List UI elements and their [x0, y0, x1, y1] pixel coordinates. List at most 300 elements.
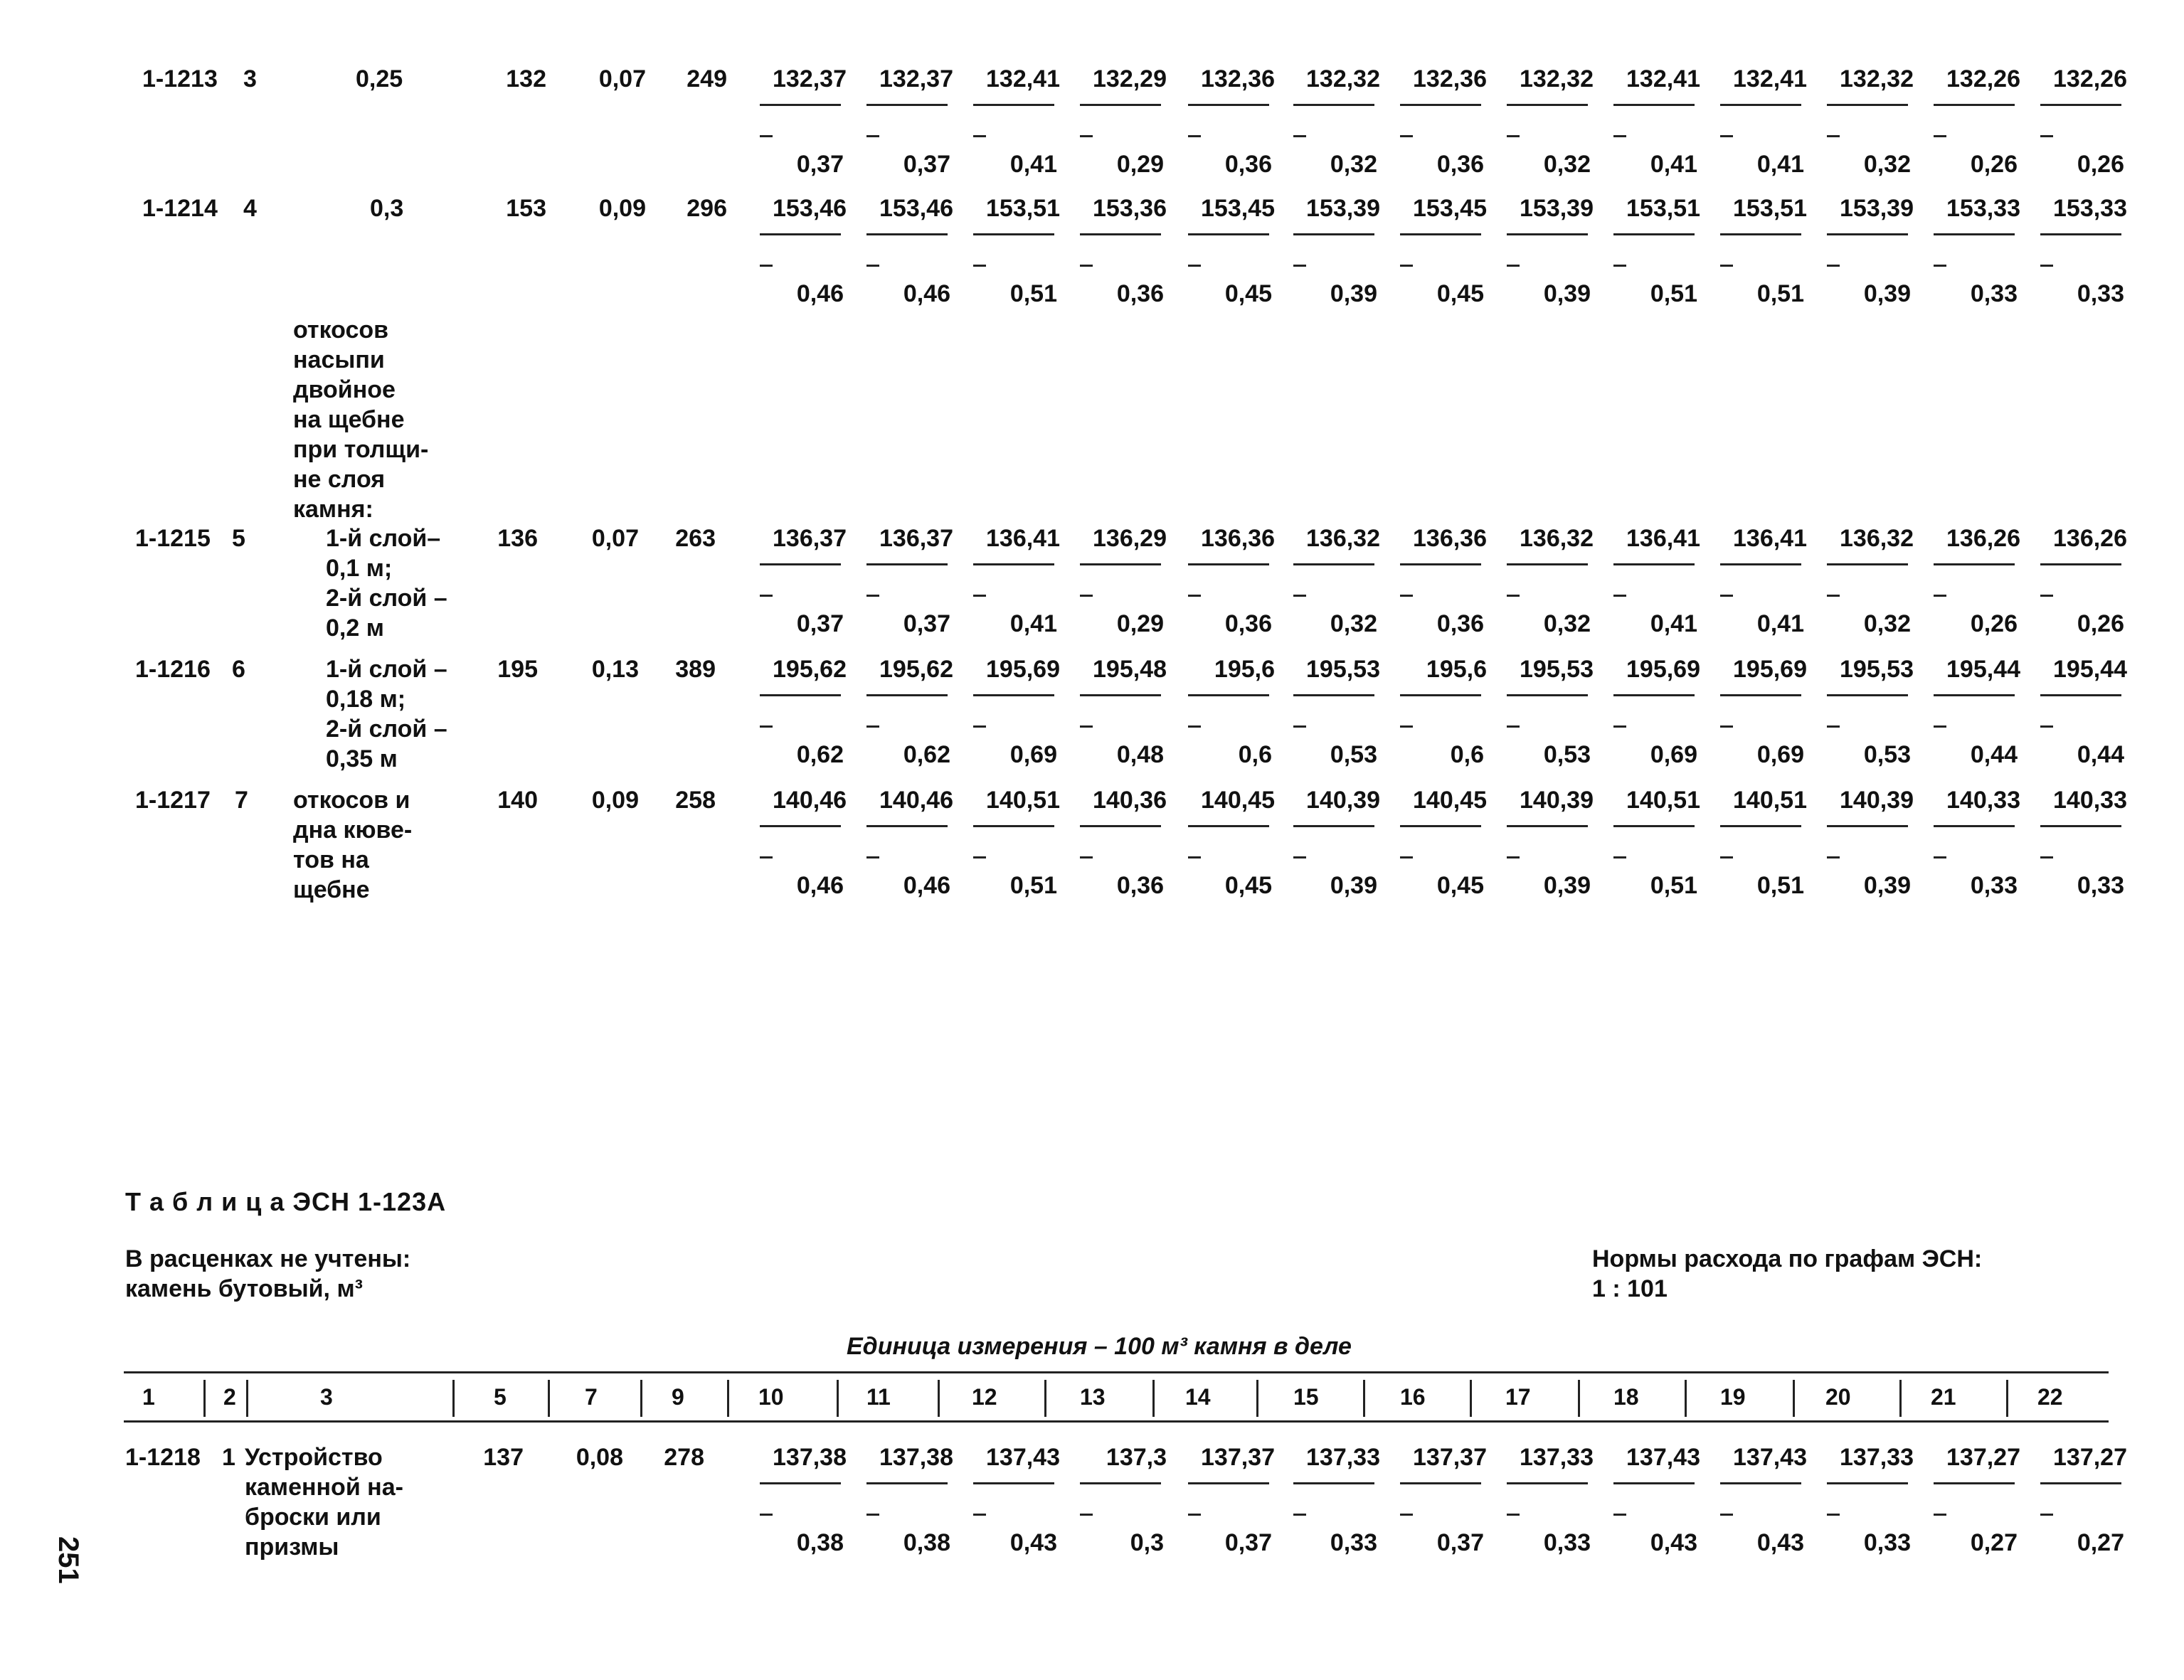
fraction-tick — [1827, 595, 1840, 597]
cell-col-9: 249 — [687, 65, 727, 92]
not-included-item: камень бутовый, м³ — [125, 1275, 363, 1302]
description-line: 0,18 м; — [326, 686, 406, 713]
fraction-tick — [760, 856, 773, 858]
column-header: 20 — [1825, 1384, 1851, 1410]
rate-code: 1-1216 — [135, 656, 211, 683]
cell-col-7: 0,09 — [598, 195, 646, 222]
fraction-bar — [1827, 825, 1908, 827]
heading-line: насыпи — [293, 346, 385, 373]
fraction-bar — [1613, 694, 1695, 696]
rate-code: 1-1215 — [135, 525, 211, 552]
fraction-bar — [1827, 694, 1908, 696]
description-line: 0,25 — [356, 65, 403, 92]
fraction-bar — [973, 825, 1054, 827]
cell-bottom-value: 0,32 — [1543, 610, 1591, 637]
cell-top-value: 136,41 — [1733, 525, 1807, 552]
header-bottom-rule — [124, 1420, 2109, 1423]
fraction-bar — [2040, 233, 2121, 235]
fraction-bar — [1507, 563, 1588, 565]
row-number: 1 — [222, 1444, 235, 1471]
cell-top-value: 140,39 — [1520, 787, 1594, 814]
column-header: 5 — [494, 1384, 507, 1410]
row-number: 5 — [232, 525, 245, 552]
fraction-bar — [973, 694, 1054, 696]
cell-col-9: 296 — [687, 195, 727, 222]
fraction-bar — [973, 233, 1054, 235]
cell-bottom-value: 0,48 — [1116, 741, 1164, 768]
cell-col-9: 263 — [675, 525, 716, 552]
cell-top-value: 195,53 — [1840, 656, 1914, 683]
cell-top-value: 137,33 — [1840, 1444, 1914, 1471]
heading-line: двойное — [293, 376, 396, 403]
cell-bottom-value: 0,39 — [1863, 872, 1911, 899]
cell-bottom-value: 0,32 — [1330, 151, 1377, 178]
fraction-tick — [973, 265, 986, 267]
cell-bottom-value: 0,36 — [1116, 872, 1164, 899]
fraction-tick — [1080, 856, 1093, 858]
description-line: 2-й слой – — [326, 716, 447, 743]
fraction-tick — [1613, 265, 1626, 267]
cell-bottom-value: 0,45 — [1436, 280, 1484, 307]
cell-top-value: 132,37 — [879, 65, 953, 92]
fraction-bar — [1188, 694, 1269, 696]
fraction-bar — [1507, 694, 1588, 696]
fraction-bar — [2040, 563, 2121, 565]
cell-bottom-value: 0,39 — [1330, 280, 1377, 307]
cell-top-value: 137,27 — [1946, 1444, 2020, 1471]
cell-top-value: 132,32 — [1306, 65, 1380, 92]
cell-top-value: 132,32 — [1520, 65, 1594, 92]
cell-bottom-value: 0,51 — [1756, 872, 1804, 899]
fraction-bar — [760, 233, 841, 235]
cell-top-value: 132,29 — [1093, 65, 1167, 92]
fraction-bar — [1720, 1482, 1801, 1484]
cell-bottom-value: 0,26 — [2077, 610, 2124, 637]
fraction-tick — [2040, 725, 2053, 728]
fraction-tick — [1400, 1514, 1413, 1516]
row-number: 7 — [235, 787, 248, 814]
fraction-tick — [1188, 135, 1201, 137]
column-separator — [452, 1380, 455, 1417]
fraction-tick — [1188, 595, 1201, 597]
cell-bottom-value: 0,51 — [1009, 872, 1057, 899]
fraction-bar — [1827, 233, 1908, 235]
fraction-tick — [1720, 1514, 1733, 1516]
fraction-tick — [1400, 265, 1413, 267]
cell-top-value: 153,39 — [1840, 195, 1914, 222]
cell-bottom-value: 0,44 — [2077, 741, 2124, 768]
fraction-tick — [2040, 1514, 2053, 1516]
fraction-tick — [1080, 135, 1093, 137]
column-header: 2 — [223, 1384, 236, 1410]
fraction-bar — [1080, 825, 1161, 827]
column-separator — [938, 1380, 940, 1417]
cell-bottom-value: 0,69 — [1009, 741, 1057, 768]
cell-top-value: 140,39 — [1306, 787, 1380, 814]
cell-bottom-value: 0,26 — [1970, 151, 2018, 178]
column-header: 22 — [2037, 1384, 2063, 1410]
cell-top-value: 195,53 — [1520, 656, 1594, 683]
column-separator — [1363, 1380, 1365, 1417]
cell-top-value: 195,62 — [879, 656, 953, 683]
cell-top-value: 136,36 — [1201, 525, 1275, 552]
cell-bottom-value: 0,6 — [1450, 741, 1484, 768]
cell-col-9: 278 — [664, 1444, 704, 1471]
fraction-tick — [1934, 135, 1946, 137]
fraction-bar — [1188, 563, 1269, 565]
cell-top-value: 153,51 — [986, 195, 1060, 222]
fraction-tick — [1720, 725, 1733, 728]
heading-line: на щебне — [293, 406, 405, 433]
cell-col-5: 140 — [497, 787, 538, 814]
cell-top-value: 140,46 — [773, 787, 847, 814]
fraction-tick — [1827, 265, 1840, 267]
cell-bottom-value: 0,69 — [1650, 741, 1697, 768]
work-description — [245, 1442, 403, 1562]
cell-bottom-value: 0,3 — [1130, 1529, 1164, 1556]
cell-bottom-value: 0,27 — [1970, 1529, 2018, 1556]
fraction-bar — [1827, 563, 1908, 565]
cell-bottom-value: 0,38 — [903, 1529, 950, 1556]
fraction-tick — [1400, 595, 1413, 597]
fraction-tick — [760, 135, 773, 137]
fraction-tick — [1188, 725, 1201, 728]
fraction-bar — [1400, 825, 1481, 827]
fraction-tick — [2040, 135, 2053, 137]
cell-top-value: 140,51 — [986, 787, 1060, 814]
fraction-bar — [1934, 563, 2015, 565]
fraction-tick — [973, 725, 986, 728]
fraction-bar — [1507, 104, 1588, 106]
cell-top-value: 132,41 — [986, 65, 1060, 92]
fraction-tick — [973, 856, 986, 858]
cell-bottom-value: 0,37 — [1436, 1529, 1484, 1556]
fraction-bar — [1080, 563, 1161, 565]
fraction-tick — [1720, 265, 1733, 267]
cell-top-value: 195,48 — [1093, 656, 1167, 683]
fraction-tick — [1507, 595, 1520, 597]
fraction-bar — [1720, 104, 1801, 106]
column-separator — [1899, 1380, 1902, 1417]
cell-top-value: 132,36 — [1201, 65, 1275, 92]
fraction-bar — [866, 694, 948, 696]
fraction-tick — [1720, 856, 1733, 858]
fraction-tick — [866, 856, 879, 858]
cell-col-7: 0,07 — [591, 525, 639, 552]
fraction-tick — [1827, 1514, 1840, 1516]
cell-bottom-value: 0,62 — [796, 741, 844, 768]
fraction-tick — [760, 725, 773, 728]
fraction-bar — [1934, 104, 2015, 106]
cell-top-value: 140,45 — [1201, 787, 1275, 814]
column-separator — [1685, 1380, 1687, 1417]
cell-top-value: 140,46 — [879, 787, 953, 814]
fraction-bar — [1827, 104, 1908, 106]
fraction-bar — [1188, 825, 1269, 827]
cell-top-value: 132,26 — [2053, 65, 2127, 92]
heading-line: камня: — [293, 496, 373, 523]
cell-bottom-value: 0,29 — [1116, 610, 1164, 637]
fraction-bar — [760, 825, 841, 827]
row-number: 4 — [243, 195, 257, 222]
cell-col-7: 0,07 — [598, 65, 646, 92]
cell-top-value: 195,69 — [986, 656, 1060, 683]
column-separator — [2006, 1380, 2008, 1417]
cell-top-value: 137,37 — [1201, 1444, 1275, 1471]
cell-bottom-value: 0,33 — [1970, 280, 2018, 307]
fraction-bar — [1080, 233, 1161, 235]
cell-bottom-value: 0,41 — [1650, 610, 1697, 637]
cell-col-7: 0,08 — [576, 1444, 623, 1471]
column-header: 7 — [585, 1384, 598, 1410]
description-line: 0,35 м — [326, 745, 398, 772]
cell-bottom-value: 0,33 — [1330, 1529, 1377, 1556]
column-header: 10 — [758, 1384, 784, 1410]
cell-bottom-value: 0,51 — [1650, 280, 1697, 307]
fraction-bar — [866, 233, 948, 235]
fraction-tick — [760, 265, 773, 267]
cell-bottom-value: 0,37 — [903, 610, 950, 637]
cell-bottom-value: 0,26 — [1970, 610, 2018, 637]
fraction-bar — [973, 1482, 1054, 1484]
fraction-bar — [1507, 825, 1588, 827]
cell-top-value: 137,3 — [1106, 1444, 1167, 1471]
cell-top-value: 132,37 — [773, 65, 847, 92]
fraction-bar — [1613, 563, 1695, 565]
column-header: 11 — [866, 1384, 891, 1410]
rate-code: 1-1214 — [142, 195, 218, 222]
cell-bottom-value: 0,33 — [1863, 1529, 1911, 1556]
heading-line: не слоя — [293, 466, 386, 493]
fraction-bar — [1188, 104, 1269, 106]
description-line: Устройство — [245, 1444, 383, 1471]
fraction-tick — [1934, 856, 1946, 858]
cell-bottom-value: 0,33 — [1543, 1529, 1591, 1556]
column-separator — [1793, 1380, 1795, 1417]
fraction-bar — [1934, 694, 2015, 696]
cell-top-value: 132,41 — [1733, 65, 1807, 92]
cell-bottom-value: 0,53 — [1330, 741, 1377, 768]
cell-bottom-value: 0,32 — [1863, 610, 1911, 637]
fraction-bar — [1400, 233, 1481, 235]
cell-bottom-value: 0,45 — [1436, 872, 1484, 899]
cell-bottom-value: 0,32 — [1543, 151, 1591, 178]
cell-bottom-value: 0,62 — [903, 741, 950, 768]
cell-top-value: 195,44 — [1946, 656, 2020, 683]
cell-top-value: 132,26 — [1946, 65, 2020, 92]
fraction-tick — [760, 1514, 773, 1516]
cell-bottom-value: 0,53 — [1543, 741, 1591, 768]
cell-top-value: 153,39 — [1306, 195, 1380, 222]
cell-col-7: 0,13 — [591, 656, 639, 683]
fraction-bar — [2040, 104, 2121, 106]
cell-bottom-value: 0,27 — [2077, 1529, 2124, 1556]
fraction-tick — [2040, 856, 2053, 858]
cell-top-value: 132,36 — [1413, 65, 1487, 92]
fraction-bar — [2040, 825, 2121, 827]
column-header: 15 — [1293, 1384, 1319, 1410]
cell-col-9: 389 — [675, 656, 716, 683]
fraction-bar — [866, 825, 948, 827]
cell-top-value: 137,38 — [879, 1444, 953, 1471]
cell-top-value: 136,32 — [1520, 525, 1594, 552]
norms-label: Нормы расхода по графам ЭСН: — [1592, 1245, 1983, 1272]
column-header: 13 — [1080, 1384, 1106, 1410]
fraction-tick — [1613, 725, 1626, 728]
fraction-tick — [1293, 725, 1306, 728]
cell-bottom-value: 0,41 — [1650, 151, 1697, 178]
work-description — [326, 654, 447, 774]
fraction-bar — [1293, 694, 1374, 696]
cell-top-value: 140,36 — [1093, 787, 1167, 814]
norms-value: 1 : 101 — [1592, 1275, 1668, 1302]
fraction-bar — [1613, 1482, 1695, 1484]
column-separator — [837, 1380, 839, 1417]
fraction-tick — [1613, 856, 1626, 858]
cell-top-value: 153,46 — [879, 195, 953, 222]
fraction-tick — [1080, 1514, 1093, 1516]
cell-col-5: 136 — [497, 525, 538, 552]
cell-bottom-value: 0,38 — [796, 1529, 844, 1556]
cell-bottom-value: 0,39 — [1543, 872, 1591, 899]
cell-top-value: 140,45 — [1413, 787, 1487, 814]
column-header: 1 — [142, 1384, 155, 1410]
cell-bottom-value: 0,33 — [2077, 872, 2124, 899]
fraction-bar — [1934, 1482, 2015, 1484]
fraction-bar — [1507, 233, 1588, 235]
fraction-bar — [973, 563, 1054, 565]
fraction-bar — [1400, 104, 1481, 106]
fraction-bar — [1613, 104, 1695, 106]
cell-bottom-value: 0,41 — [1756, 151, 1804, 178]
cell-bottom-value: 0,37 — [1224, 1529, 1272, 1556]
section-heading — [293, 315, 428, 524]
fraction-bar — [1613, 233, 1695, 235]
fraction-tick — [2040, 595, 2053, 597]
cell-top-value: 140,39 — [1840, 787, 1914, 814]
description-line: дна кюве- — [293, 817, 413, 844]
cell-bottom-value: 0,46 — [796, 872, 844, 899]
cell-bottom-value: 0,37 — [796, 610, 844, 637]
column-header: 18 — [1613, 1384, 1639, 1410]
fraction-bar — [866, 104, 948, 106]
cell-top-value: 153,45 — [1413, 195, 1487, 222]
column-separator — [246, 1380, 248, 1417]
cell-bottom-value: 0,32 — [1863, 151, 1911, 178]
fraction-bar — [2040, 1482, 2121, 1484]
cell-bottom-value: 0,41 — [1009, 151, 1057, 178]
column-separator — [1470, 1380, 1472, 1417]
work-description — [370, 193, 403, 223]
cell-top-value: 136,26 — [2053, 525, 2127, 552]
cell-bottom-value: 0,39 — [1863, 280, 1911, 307]
fraction-tick — [1080, 265, 1093, 267]
fraction-tick — [973, 135, 986, 137]
fraction-bar — [1080, 1482, 1161, 1484]
cell-bottom-value: 0,46 — [903, 872, 950, 899]
cell-top-value: 153,33 — [2053, 195, 2127, 222]
fraction-tick — [1934, 265, 1946, 267]
column-separator — [1044, 1380, 1046, 1417]
fraction-bar — [1293, 1482, 1374, 1484]
cell-top-value: 153,46 — [773, 195, 847, 222]
description-line: 0,1 м; — [326, 555, 393, 582]
cell-top-value: 137,43 — [986, 1444, 1060, 1471]
column-header: 21 — [1931, 1384, 1956, 1410]
cell-top-value: 137,43 — [1733, 1444, 1807, 1471]
heading-line: откосов — [293, 317, 389, 344]
cell-bottom-value: 0,43 — [1009, 1529, 1057, 1556]
fraction-tick — [2040, 265, 2053, 267]
cell-top-value: 140,33 — [2053, 787, 2127, 814]
fraction-tick — [1720, 595, 1733, 597]
fraction-bar — [1720, 694, 1801, 696]
work-description — [356, 64, 403, 94]
unit-of-measure: Единица измерения – 100 м³ камня в деле — [847, 1333, 1352, 1360]
fraction-tick — [866, 265, 879, 267]
description-line: каменной на- — [245, 1474, 403, 1501]
cell-bottom-value: 0,69 — [1756, 741, 1804, 768]
row-number: 3 — [243, 65, 257, 92]
cell-col-9: 258 — [675, 787, 716, 814]
fraction-bar — [1400, 563, 1481, 565]
fraction-tick — [1188, 265, 1201, 267]
column-header: 17 — [1505, 1384, 1531, 1410]
column-header: 9 — [672, 1384, 684, 1410]
cell-top-value: 195,6 — [1214, 656, 1275, 683]
fraction-bar — [760, 1482, 841, 1484]
description-line: 0,3 — [370, 195, 404, 222]
cell-top-value: 136,29 — [1093, 525, 1167, 552]
column-separator — [1578, 1380, 1580, 1417]
fraction-tick — [1827, 856, 1840, 858]
cell-top-value: 140,33 — [1946, 787, 2020, 814]
description-line: 1-й слой– — [326, 525, 441, 552]
cell-bottom-value: 0,26 — [2077, 151, 2124, 178]
cell-top-value: 195,44 — [2053, 656, 2127, 683]
cell-bottom-value: 0,51 — [1756, 280, 1804, 307]
fraction-tick — [1934, 725, 1946, 728]
fraction-tick — [1293, 1514, 1306, 1516]
fraction-bar — [760, 104, 841, 106]
cell-bottom-value: 0,33 — [2077, 280, 2124, 307]
fraction-bar — [1613, 825, 1695, 827]
not-included-label: В расценках не учтены: — [125, 1245, 411, 1272]
description-line: 0,2 м — [326, 615, 384, 642]
cell-top-value: 136,26 — [1946, 525, 2020, 552]
cell-bottom-value: 0,36 — [1116, 280, 1164, 307]
cell-top-value: 137,33 — [1520, 1444, 1594, 1471]
fraction-bar — [760, 694, 841, 696]
cell-bottom-value: 0,51 — [1650, 872, 1697, 899]
fraction-tick — [1613, 595, 1626, 597]
fraction-tick — [1827, 135, 1840, 137]
fraction-bar — [1720, 825, 1801, 827]
column-separator — [548, 1380, 550, 1417]
description-line: 1-й слой – — [326, 656, 447, 683]
cell-bottom-value: 0,43 — [1650, 1529, 1697, 1556]
fraction-tick — [1400, 725, 1413, 728]
cell-col-5: 153 — [506, 195, 546, 222]
fraction-tick — [1507, 725, 1520, 728]
fraction-tick — [1293, 856, 1306, 858]
cell-top-value: 195,6 — [1426, 656, 1487, 683]
fraction-tick — [1934, 1514, 1946, 1516]
column-separator — [640, 1380, 642, 1417]
cell-top-value: 136,37 — [879, 525, 953, 552]
fraction-tick — [1400, 135, 1413, 137]
cell-top-value: 195,69 — [1733, 656, 1807, 683]
